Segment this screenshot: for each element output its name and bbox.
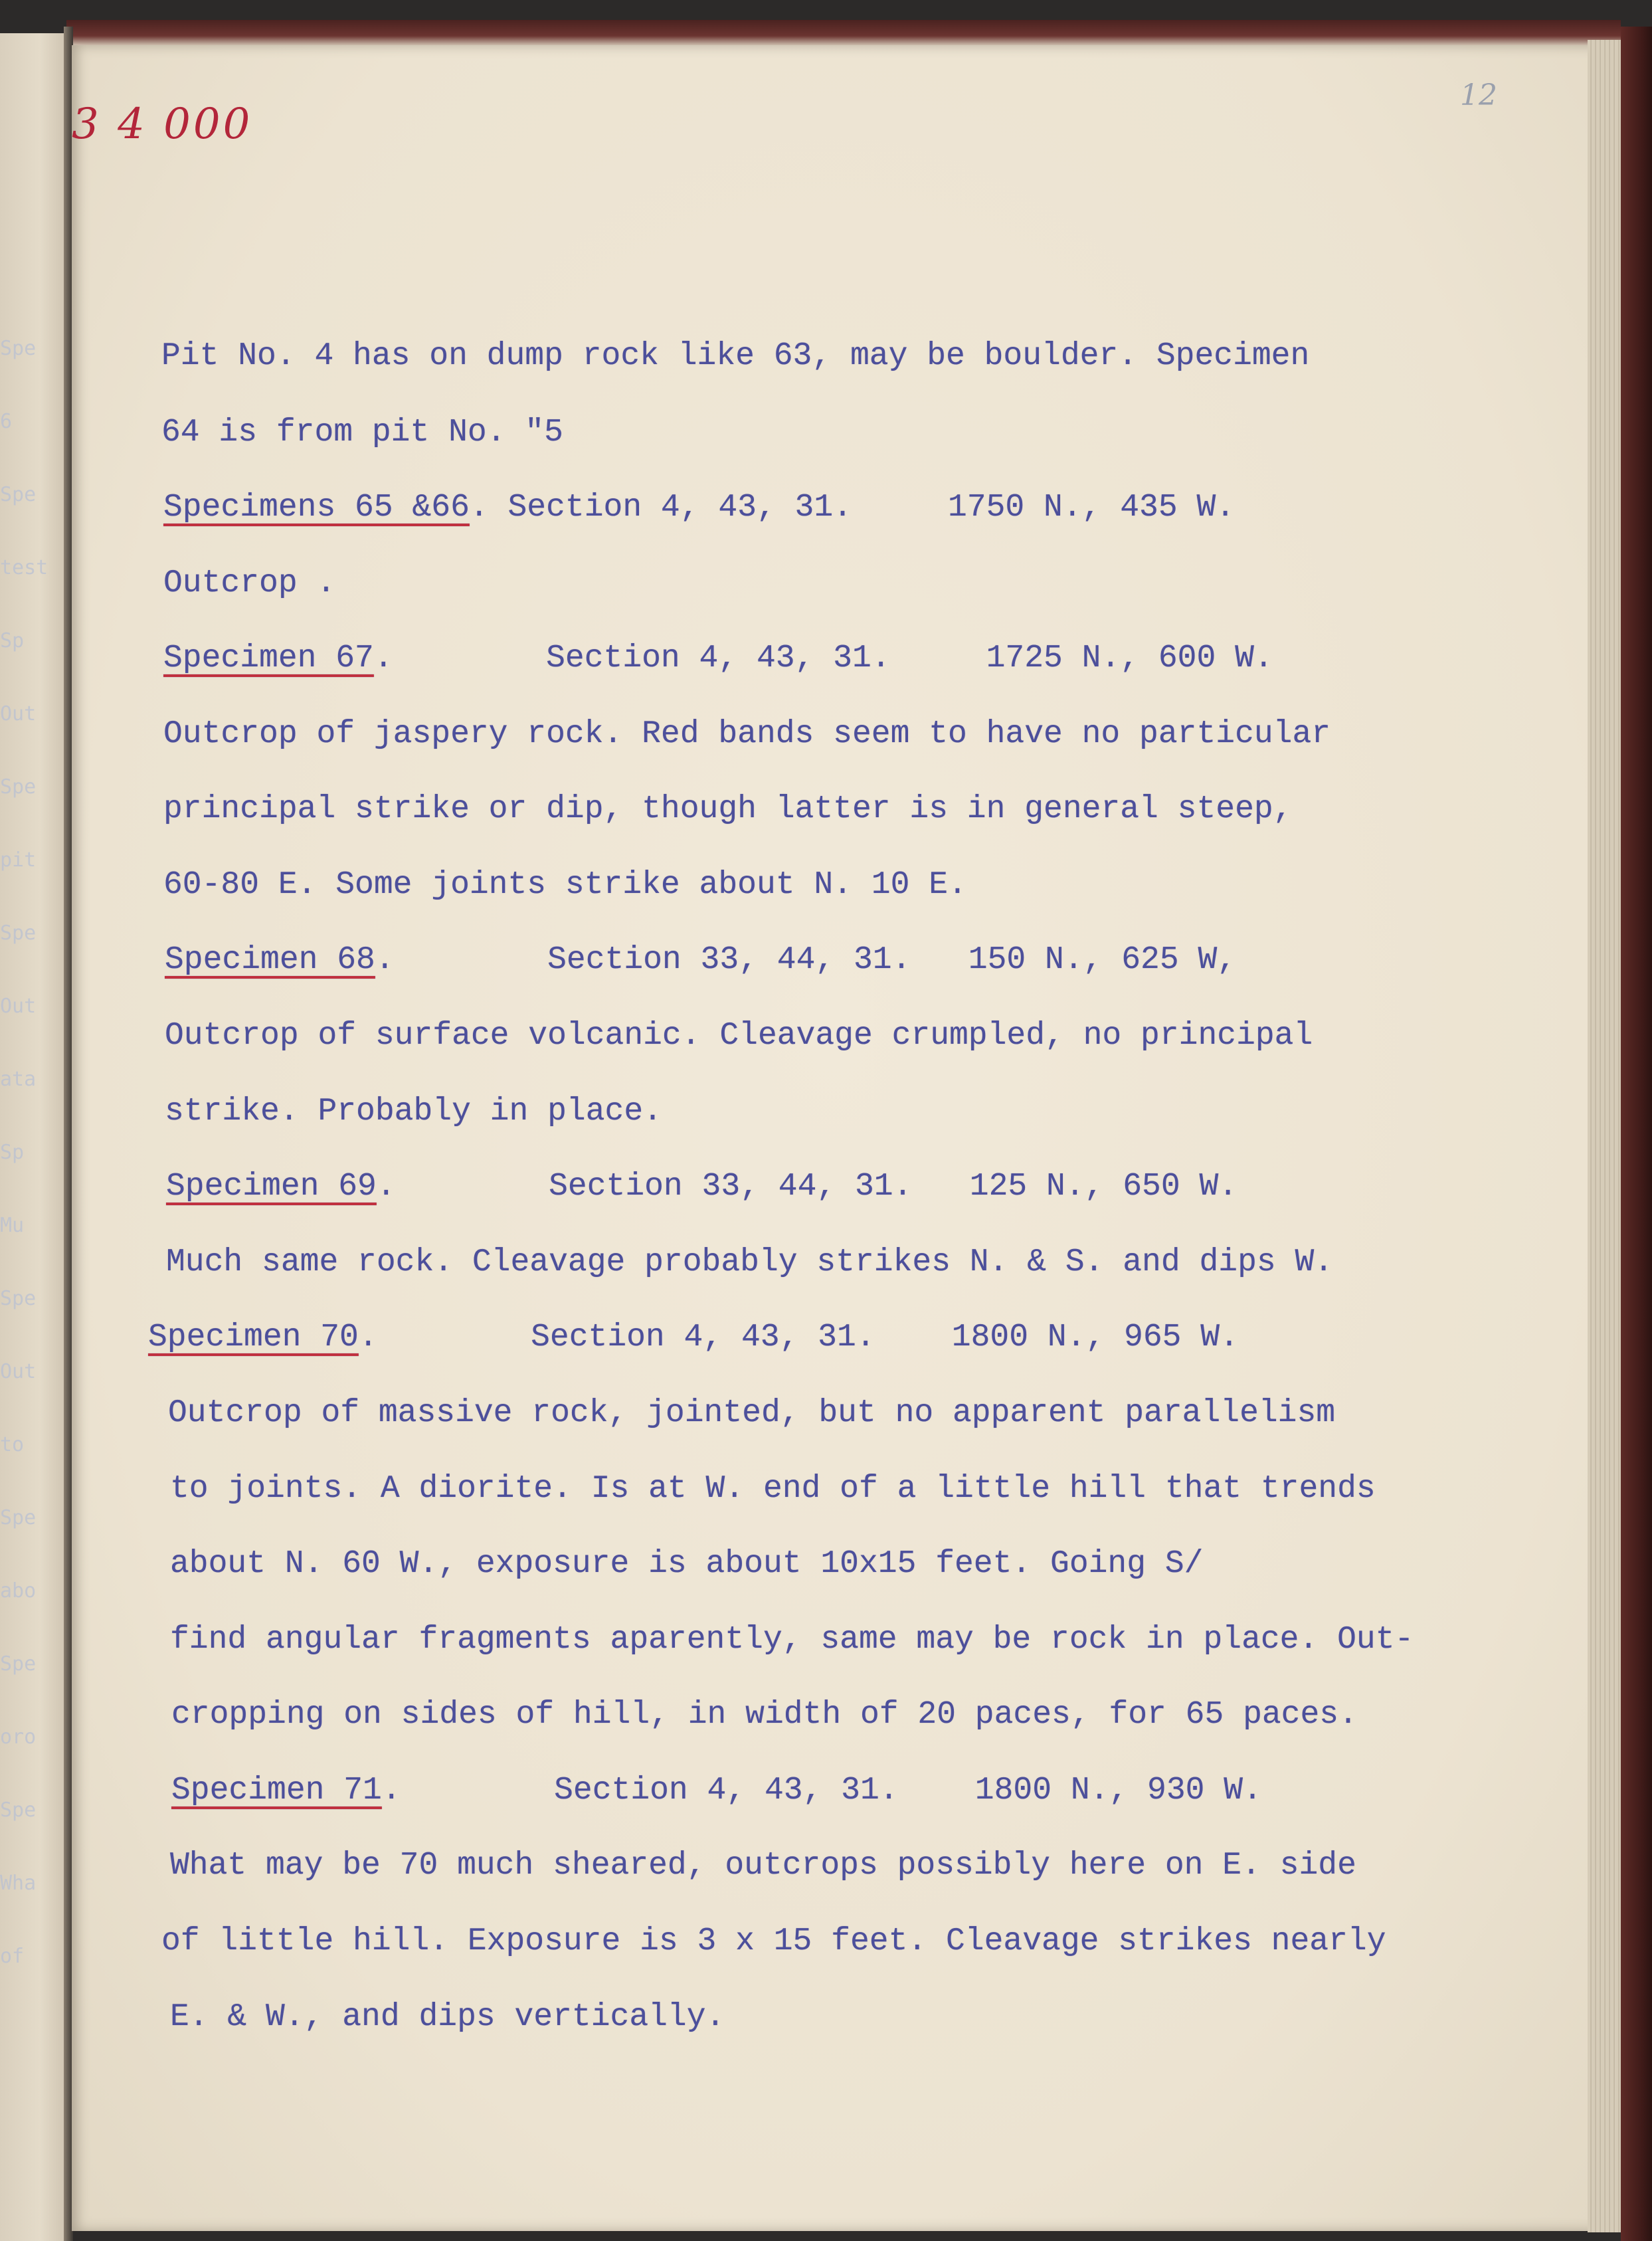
page-number: 12 — [1460, 78, 1497, 112]
line-text: Outcrop of jaspery rock. Red bands seem to have no particular — [163, 716, 1331, 752]
line-text: find angular fragments aparently, same may be rock in place. Out- — [170, 1622, 1414, 1658]
line-text: . Section 4, 43, 31. 1800 N., 930 W. — [381, 1773, 1262, 1808]
text-line — [170, 1470, 1376, 1508]
text-line — [161, 338, 1309, 375]
left-page — [0, 33, 66, 2241]
line-text: strike. Probably in place. — [165, 1094, 662, 1129]
margin-fragment: Wha — [0, 1872, 37, 1895]
margin-fragment: Spe — [0, 337, 37, 360]
text-line — [163, 716, 1331, 753]
typed-text-body — [72, 45, 1600, 2231]
line-text: to joints. A diorite. Is at W. end of a little hill that trends — [170, 1471, 1376, 1507]
line-text: Outcrop . — [163, 565, 336, 601]
line-text: cropping on sides of hill, in width of 20 paces, for 65 paces. — [171, 1697, 1358, 1733]
text-line — [148, 1319, 1239, 1356]
margin-fragment: Spe — [0, 483, 37, 506]
margin-fragment: abo — [0, 1579, 37, 1603]
margin-fragment: ata — [0, 1068, 37, 1091]
margin-fragment: Mu — [0, 1214, 25, 1237]
line-text: of little hill. Exposure is 3 x 15 feet. Cleavage strikes nearly — [161, 1923, 1386, 1959]
line-text: . Section 33, 44, 31. 125 N., 650 W. — [376, 1169, 1238, 1205]
text-line — [163, 640, 1273, 677]
margin-fragment: Out — [0, 995, 37, 1018]
margin-fragment: pit — [0, 848, 37, 872]
margin-fragment: of — [0, 1945, 25, 1968]
margin-fragment: Spe — [0, 775, 37, 799]
notebook-page — [72, 45, 1600, 2231]
line-text: What may be 70 much sheared, outcrops possibly here on E. side — [170, 1848, 1356, 1884]
text-line — [171, 1772, 1262, 1809]
top-binding — [66, 20, 1621, 47]
line-text: principal strike or dip, though latter is in general steep, — [163, 791, 1293, 827]
left-page-margin-text — [0, 312, 66, 1993]
line-text: Outcrop of massive rock, jointed, but no apparent parallelism — [168, 1395, 1336, 1431]
text-line — [171, 1696, 1358, 1733]
text-line — [163, 565, 335, 602]
margin-fragment: Spe — [0, 1652, 37, 1676]
line-text: E. & W., and dips vertically. — [170, 1999, 725, 2035]
specimen-heading: Specimen 68 — [165, 942, 375, 978]
margin-fragment: Spe — [0, 1287, 37, 1310]
margin-fragment: Spe — [0, 1799, 37, 1822]
line-text: Outcrop of surface volcanic. Cleavage crumpled, no principal — [165, 1018, 1313, 1054]
specimen-heading: Specimen 70 — [148, 1319, 359, 1355]
line-text: about N. 60 W., exposure is about 10x15 feet. Going S/ — [170, 1546, 1204, 1582]
line-text: . Section 4, 43, 31. 1725 N., 600 W. — [373, 640, 1273, 676]
text-line — [170, 1998, 725, 2036]
text-line — [170, 1545, 1203, 1583]
text-line — [170, 1847, 1356, 1884]
margin-fragment: Out — [0, 702, 37, 726]
margin-fragment: Out — [0, 1360, 37, 1383]
line-text: . Section 4, 43, 31. 1750 N., 435 W. — [469, 490, 1236, 526]
margin-fragment: Spe — [0, 1506, 37, 1529]
line-text: Much same rock. Cleavage probably strikes N. & S. and dips W. — [166, 1244, 1334, 1280]
text-line — [161, 1923, 1386, 1960]
margin-fragment: Sp — [0, 629, 25, 652]
text-line — [165, 1017, 1313, 1054]
line-text: . Section 4, 43, 31. 1800 N., 965 W. — [358, 1319, 1239, 1355]
margin-fragment: to — [0, 1433, 25, 1456]
line-text: 64 is from pit No. "5 — [161, 415, 563, 450]
specimen-heading: Specimen 69 — [166, 1169, 377, 1205]
text-line — [161, 414, 563, 451]
margin-fragment: test — [0, 556, 48, 579]
specimen-heading: Specimen 71 — [171, 1773, 382, 1808]
text-line — [166, 1244, 1333, 1281]
specimen-heading: Specimen 67 — [163, 640, 374, 676]
handwritten-note: 3 4 000 — [72, 100, 253, 149]
text-line — [166, 1168, 1238, 1205]
text-line — [168, 1395, 1335, 1432]
margin-fragment: oro — [0, 1725, 37, 1749]
line-text: . Section 33, 44, 31. 150 N., 625 W, — [375, 942, 1237, 978]
margin-fragment: 6 — [0, 410, 13, 433]
specimen-heading: Specimens 65 &66 — [163, 490, 470, 526]
margin-fragment: Spe — [0, 922, 37, 945]
text-line — [170, 1621, 1414, 1658]
text-line — [165, 941, 1236, 979]
line-text: Pit No. 4 has on dump rock like 63, may be boulder. Specimen — [161, 338, 1310, 374]
margin-fragment: Sp — [0, 1141, 25, 1164]
text-line — [165, 1093, 662, 1130]
text-line — [163, 791, 1292, 828]
text-line — [163, 489, 1235, 526]
book-cover — [1621, 27, 1652, 2241]
line-text: 60-80 E. Some joints strike about N. 10 E. — [163, 867, 967, 903]
text-line — [163, 866, 967, 904]
